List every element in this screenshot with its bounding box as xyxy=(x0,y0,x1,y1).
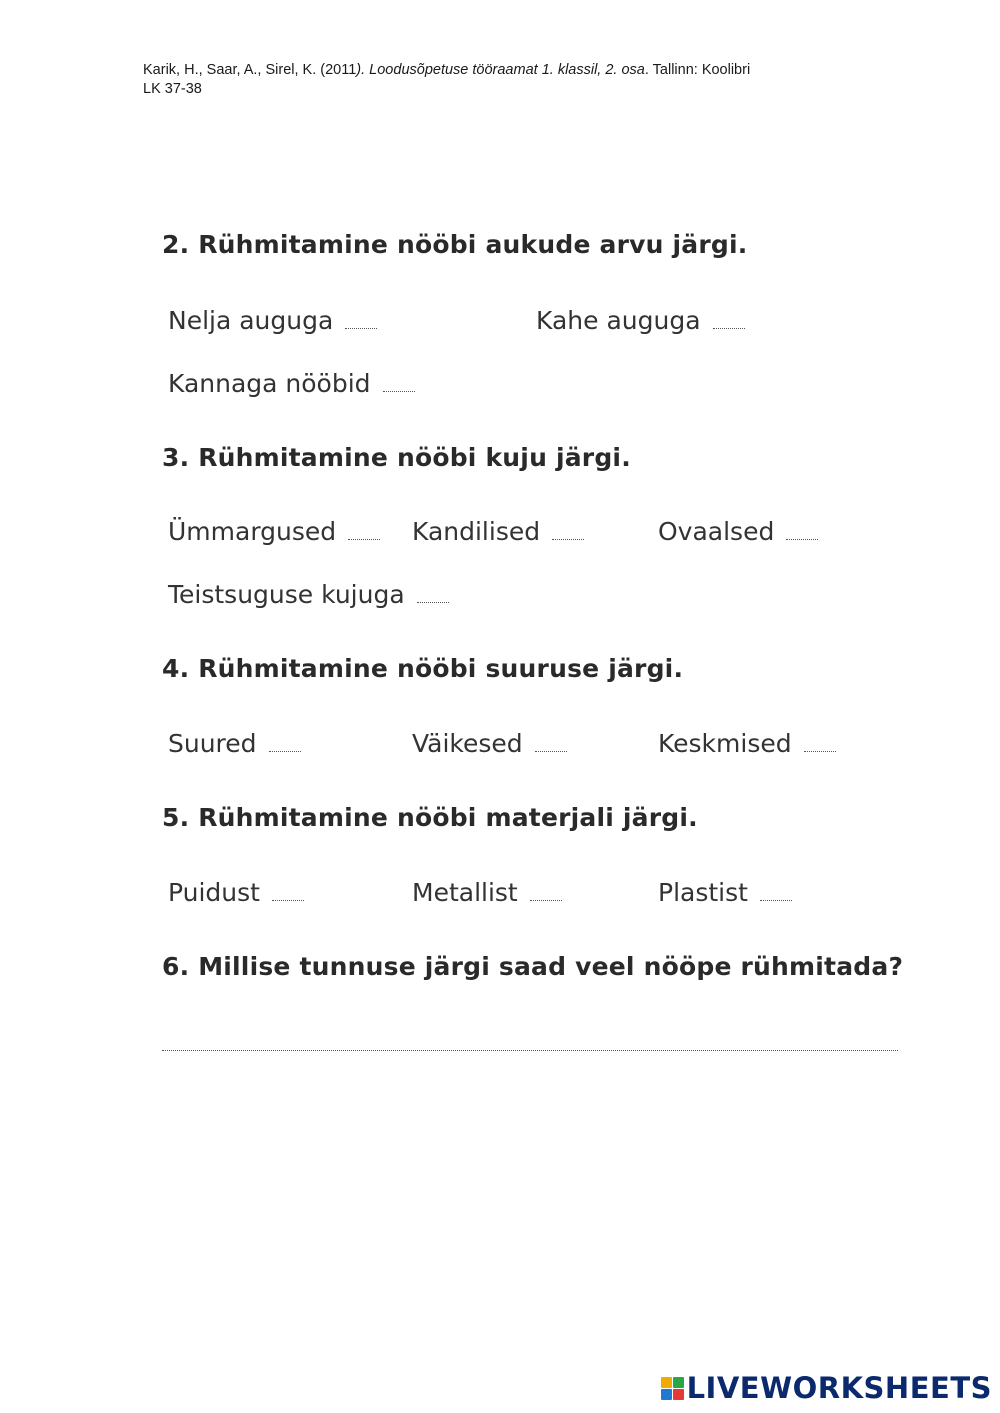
item-label: Kahe auguga xyxy=(536,306,701,335)
item-label: Metallist xyxy=(412,878,518,907)
answer-blank[interactable] xyxy=(786,529,818,540)
item-kannaga-noobid xyxy=(168,369,415,398)
item-label: Kandilised xyxy=(412,517,541,546)
item-label: Suured xyxy=(168,729,257,758)
answer-blank[interactable] xyxy=(552,529,584,540)
answer-blank[interactable] xyxy=(383,381,415,392)
citation xyxy=(143,61,903,99)
section-2-heading: 2. Rühmitamine nööbi aukude arvu järgi. xyxy=(162,230,748,259)
section-3-heading: 3. Rühmitamine nööbi kuju järgi. xyxy=(162,443,631,472)
answer-blank[interactable] xyxy=(535,741,567,752)
logo-text: LIVEWORKSHEETS xyxy=(686,1371,992,1405)
item-ummargused xyxy=(168,517,380,546)
liveworksheets-logo xyxy=(661,1371,992,1405)
logo-square-yellow xyxy=(661,1377,672,1388)
citation-publisher: . Tallinn: Koolibri xyxy=(644,62,751,78)
answer-blank[interactable] xyxy=(417,592,449,603)
citation-authors: Karik, H., Saar, A., Sirel, K. (2011 xyxy=(143,62,357,78)
section-4-heading: 4. Rühmitamine nööbi suuruse järgi. xyxy=(162,654,684,683)
item-keskmised xyxy=(658,729,836,758)
answer-blank[interactable] xyxy=(760,890,792,901)
answer-blank[interactable] xyxy=(272,890,304,901)
item-label: Teistsuguse kujuga xyxy=(168,580,405,609)
item-nelja-auguga xyxy=(168,306,377,335)
item-label: Nelja auguga xyxy=(168,306,334,335)
logo-square-green xyxy=(673,1377,684,1388)
section-5-heading: 5. Rühmitamine nööbi materjali järgi. xyxy=(162,803,698,832)
item-plastist xyxy=(658,878,792,907)
answer-blank[interactable] xyxy=(804,741,836,752)
item-teistsuguse-kujuga xyxy=(168,580,449,609)
citation-title: ). Loodusõpetuse tööraamat 1. klassil, 2. osa xyxy=(356,62,645,78)
item-label: Väikesed xyxy=(412,729,523,758)
answer-blank[interactable] xyxy=(345,318,377,329)
item-kahe-auguga xyxy=(536,306,745,335)
item-label: Kannaga nööbid xyxy=(168,369,371,398)
item-puidust xyxy=(168,878,304,907)
item-suured xyxy=(168,729,301,758)
logo-square-red xyxy=(673,1389,684,1400)
item-label: Puidust xyxy=(168,878,260,907)
citation-pages: LK 37-38 xyxy=(143,81,202,97)
answer-line[interactable] xyxy=(162,1050,898,1051)
answer-blank[interactable] xyxy=(269,741,301,752)
section-6-heading: 6. Millise tunnuse järgi saad veel nööpe rühmitada? xyxy=(162,952,904,981)
item-label: Keskmised xyxy=(658,729,792,758)
item-ovaalsed xyxy=(658,517,818,546)
answer-blank[interactable] xyxy=(348,529,380,540)
logo-square-blue xyxy=(661,1389,672,1400)
logo-mark-icon xyxy=(661,1377,684,1400)
answer-blank[interactable] xyxy=(530,890,562,901)
item-label: Ovaalsed xyxy=(658,517,775,546)
item-label: Plastist xyxy=(658,878,748,907)
item-kandilised xyxy=(412,517,584,546)
item-vaikesed xyxy=(412,729,567,758)
item-label: Ümmargused xyxy=(168,517,337,546)
item-metallist xyxy=(412,878,562,907)
answer-blank[interactable] xyxy=(713,318,745,329)
